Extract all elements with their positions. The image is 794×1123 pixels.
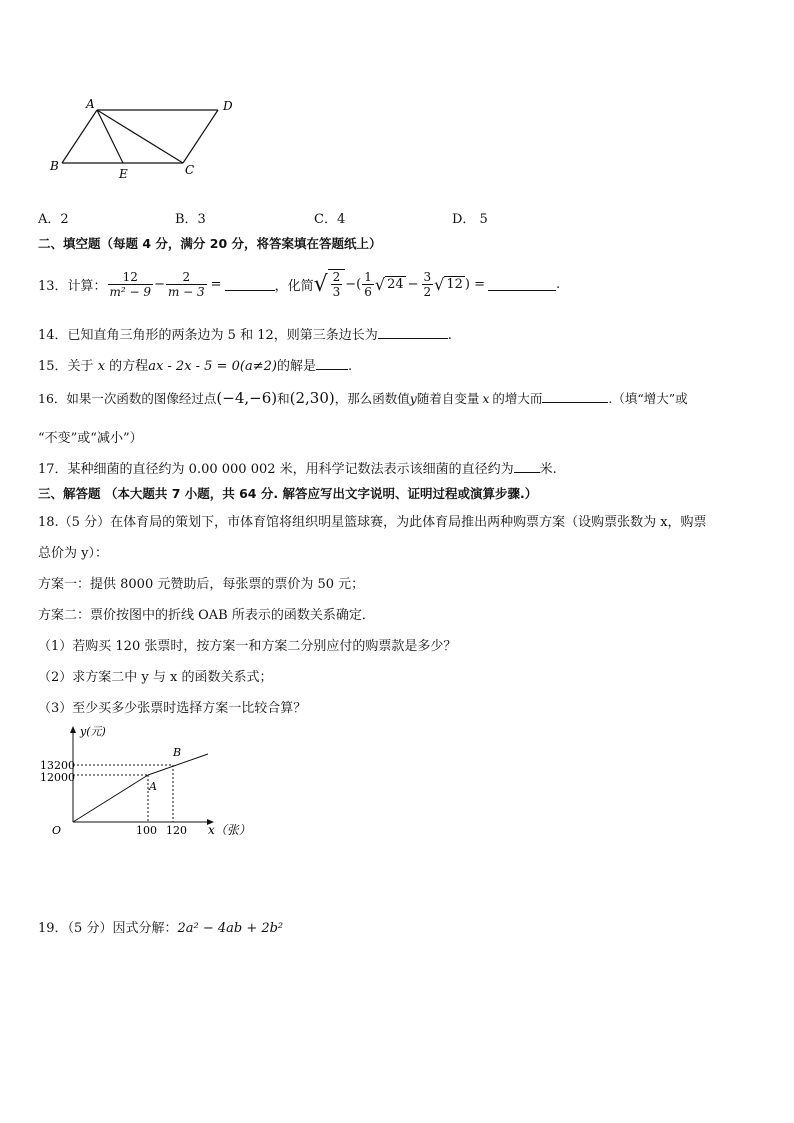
origin-label: O: [52, 824, 62, 837]
q15-suffix: 的解是: [276, 359, 316, 374]
point-B-label: B: [173, 746, 182, 759]
q14-text: 14．已知直角三角形的两条边为 5 和 12，则第三条边长为: [38, 328, 378, 343]
option-a[interactable]: A．2: [38, 212, 69, 227]
frac-denominator: m² − 9: [109, 284, 152, 299]
q13-sqrt-fraction: [331, 270, 343, 299]
frac-numerator: 3: [423, 269, 432, 284]
radical-icon: √: [313, 271, 328, 297]
option-b[interactable]: B．3: [175, 212, 206, 227]
q16-text-c: 随着自变量: [416, 391, 480, 406]
q19-text: 19．（5 分）因式分解：: [38, 921, 178, 936]
radical-icon: √: [434, 274, 445, 294]
q13-fraction-3: [362, 270, 374, 299]
answer-blank-16[interactable]: [542, 390, 608, 403]
plan-2: 方案二：票价按图中的折线 OAB 所表示的函数关系确定．: [38, 608, 375, 623]
x-axis-label: x（张）: [208, 823, 251, 837]
q13-mid: ，化简: [274, 278, 314, 294]
q16-text-d: 的增大而: [492, 391, 543, 406]
y-tick-12000: 12000: [40, 771, 75, 784]
q14-end: .: [447, 328, 452, 343]
q13-paren-open: −(: [345, 276, 362, 292]
frac-denominator: 6: [364, 284, 372, 299]
x-tick-120: 120: [166, 824, 187, 837]
question-19: [38, 917, 283, 936]
q17-text: 17．某种细菌的直径约为 0.00 000 002 米，用科学记数法表示该细菌的直径约为: [38, 462, 514, 477]
question-14: [38, 324, 452, 343]
q13-label: 13．计算：: [38, 278, 107, 294]
sub-question-3: （3）至少买多少张票时选择方案一比较合算？: [38, 701, 307, 716]
frac-numerator: 12: [108, 270, 154, 285]
label-D: D: [223, 99, 233, 113]
q15-prefix: 15．关于: [38, 359, 94, 374]
answer-blank-13b[interactable]: [488, 278, 556, 291]
price-graph: [40, 720, 280, 845]
y-tick-13200: 13200: [40, 759, 75, 772]
equals-sign: =: [210, 276, 222, 292]
answer-blank-15[interactable]: [316, 357, 348, 370]
q15-equation: ax - 2x - 5 = 0(a≠2): [148, 359, 277, 374]
plan-1: 方案一：提供 8000 元赞助后，每张票的票价为 50 元；: [38, 577, 365, 592]
question-16-line-1: [38, 389, 688, 407]
x-tick-100: 100: [136, 824, 157, 837]
label-A: A: [86, 97, 95, 111]
q16-text-a: 16．如果一次函数的图像经过点: [38, 391, 217, 406]
sqrt-24: 24: [387, 277, 404, 292]
question-18-line-1: 18.（5 分）在体育局的策划下，市体育馆将组织明星篮球赛，为此体育局推出两种购票方案（设购票张数为 x，购票: [38, 515, 707, 530]
q16-text-b: ，那么函数值: [334, 391, 410, 406]
parallelogram-figure: [40, 90, 260, 185]
question-15: [38, 355, 352, 374]
q13-end: .: [556, 276, 561, 292]
answer-blank-14[interactable]: [378, 326, 448, 339]
q17-end: 米.: [539, 462, 557, 477]
option-c[interactable]: C．4: [314, 212, 346, 227]
sqrt-12: 12: [446, 277, 463, 292]
y-axis-arrow-icon: [70, 726, 76, 733]
q16-y: y: [409, 391, 417, 406]
section-2-title: 二、填空题（每题 4 分，满分 20 分，将答案填在答题纸上）: [38, 236, 382, 251]
answer-blank-13a[interactable]: [225, 278, 275, 291]
q13-paren-close: ) =: [464, 276, 486, 292]
q15-end: .: [347, 359, 353, 374]
q13-fraction-1: [108, 270, 154, 299]
answer-blank-17[interactable]: [514, 460, 540, 473]
frac-numerator: 2: [166, 270, 207, 285]
y-axis-label: y(元): [80, 725, 106, 738]
q16-text-e: .（填“增大”或: [608, 391, 688, 406]
q13-fraction-4: [422, 270, 434, 299]
point-A-label: A: [149, 780, 157, 793]
q19-expression: 2a² − 4ab + 2b²: [177, 921, 284, 936]
question-13: 13．计算： $\frac{12}{\text{m² − 9}}$ − $\frac{2}{m - 3}$ = ，化简 √ $\frac{2}{3}$ −( $\frac{1}{6}$ √ 24 − $\frac{3}{2}$ √ 12 ) = .: [38, 269, 561, 299]
frac-numerator: 1: [364, 269, 372, 284]
frac-numerator: 2: [332, 270, 341, 284]
option-d[interactable]: D． 5: [452, 212, 488, 227]
label-C: C: [185, 163, 195, 177]
section-3-title: 三、解答题 （本大题共 7 小题，共 64 分. 解答应写出文字说明、证明过程或演算步骤.）: [38, 486, 538, 501]
label-B: B: [50, 159, 59, 173]
sub-question-1: （1）若购买 120 张票时，按方案一和方案二分别应付的购票款是多少？: [38, 639, 457, 654]
question-16-line-2: “不变”或“减小”）: [38, 431, 143, 446]
q16-and: 和: [277, 391, 290, 406]
q15-var: x: [97, 359, 106, 374]
line-OA: [73, 775, 148, 822]
q16-x: x: [482, 391, 490, 406]
frac-denominator: m − 3: [167, 284, 205, 299]
q16-point-1: (−4,−6): [216, 389, 278, 407]
question-17: [38, 458, 557, 477]
q15-mid: 的方程: [109, 359, 149, 374]
frac-denominator: 3: [332, 285, 341, 299]
sub-question-2: （2）求方案二中 y 与 x 的函数关系式；: [38, 670, 273, 685]
q13-fraction-2: [166, 270, 207, 299]
q16-point-2: (2,30): [289, 389, 335, 407]
radical-icon: √: [374, 274, 386, 294]
frac-denominator: 2: [423, 284, 432, 299]
minus-sign: −: [154, 276, 165, 292]
label-E: E: [119, 167, 128, 181]
question-18-line-2: 总价为 y）：: [38, 546, 108, 561]
